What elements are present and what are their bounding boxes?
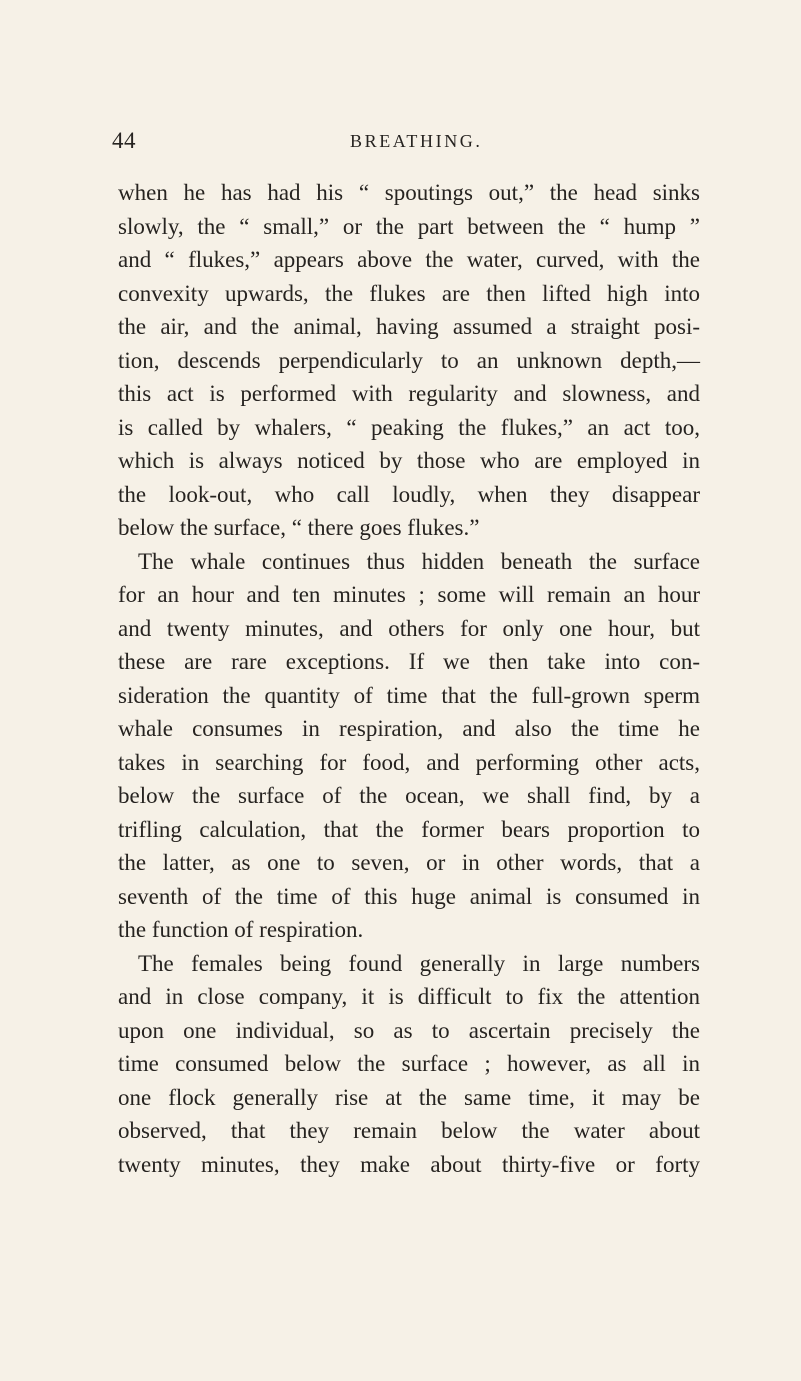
running-head xyxy=(112,128,700,158)
text-line: observed, that they remain below the water about xyxy=(118,1118,700,1143)
text-line: The females being found generally in large numbers xyxy=(138,950,700,976)
text-line: these are rare exceptions. If we then take into con- xyxy=(118,649,700,674)
text-line: the function of respiration. xyxy=(118,917,364,942)
text-line: tion, descends perpendicularly to an unknown depth,— xyxy=(118,347,700,373)
text-line: time consumed below the surface ; however, as all in xyxy=(118,1051,700,1076)
paragraph-2 xyxy=(118,545,700,947)
page-number: 44 xyxy=(112,128,136,153)
text-line: upon one individual, so as to ascertain precisely the xyxy=(118,1017,700,1043)
text-line: and twenty minutes, and others for only one hour, but xyxy=(118,615,700,641)
text-line: and in close company, it is difficult to fix the attention xyxy=(118,984,700,1009)
text-line: trifling calculation, that the former bears proportion to xyxy=(118,816,700,842)
text-line: The whale continues thus hidden beneath the surface xyxy=(138,548,700,574)
text-line: the air, and the animal, having assumed a straight posi- xyxy=(118,314,700,339)
text-line: this act is performed with regularity and slowness, and xyxy=(118,381,700,406)
paragraph-3 xyxy=(118,947,700,1182)
text-line: seventh of the time of this huge animal is consumed in xyxy=(118,883,700,909)
text-line: sideration the quantity of time that the full-grown sperm xyxy=(118,682,700,708)
text-line: the latter, as one to seven, or in other words, that a xyxy=(118,850,700,875)
text-line: which is always noticed by those who are employed in xyxy=(118,448,700,473)
text-line: below the surface of the ocean, we shall find, by a xyxy=(118,783,700,808)
body-text xyxy=(118,176,700,1181)
text-line: twenty minutes, they make about thirty-five or forty xyxy=(118,1151,700,1177)
text-line: takes in searching for food, and performing other acts, xyxy=(118,749,700,775)
text-line: below the surface, “ there goes flukes.” xyxy=(118,515,480,540)
text-line: is called by whalers, “ peaking the flukes,” an act too, xyxy=(118,414,700,440)
text-line: one flock generally rise at the same time, it may be xyxy=(118,1084,700,1110)
running-head-title: BREATHING. xyxy=(350,131,483,151)
paragraph-1 xyxy=(118,176,700,545)
text-line: when he has had his “ spoutings out,” the head sinks xyxy=(118,180,700,205)
text-line: slowly, the “ small,” or the part between the “ hump ” xyxy=(118,213,700,239)
text-line: for an hour and ten minutes ; some will remain an hour xyxy=(118,582,700,607)
text-line: and “ flukes,” appears above the water, curved, with the xyxy=(118,247,700,272)
text-line: whale consumes in respiration, and also the time he xyxy=(118,716,700,741)
text-line: the look-out, who call loudly, when they disappear xyxy=(118,481,700,507)
text-line: convexity upwards, the flukes are then lifted high into xyxy=(118,280,700,306)
